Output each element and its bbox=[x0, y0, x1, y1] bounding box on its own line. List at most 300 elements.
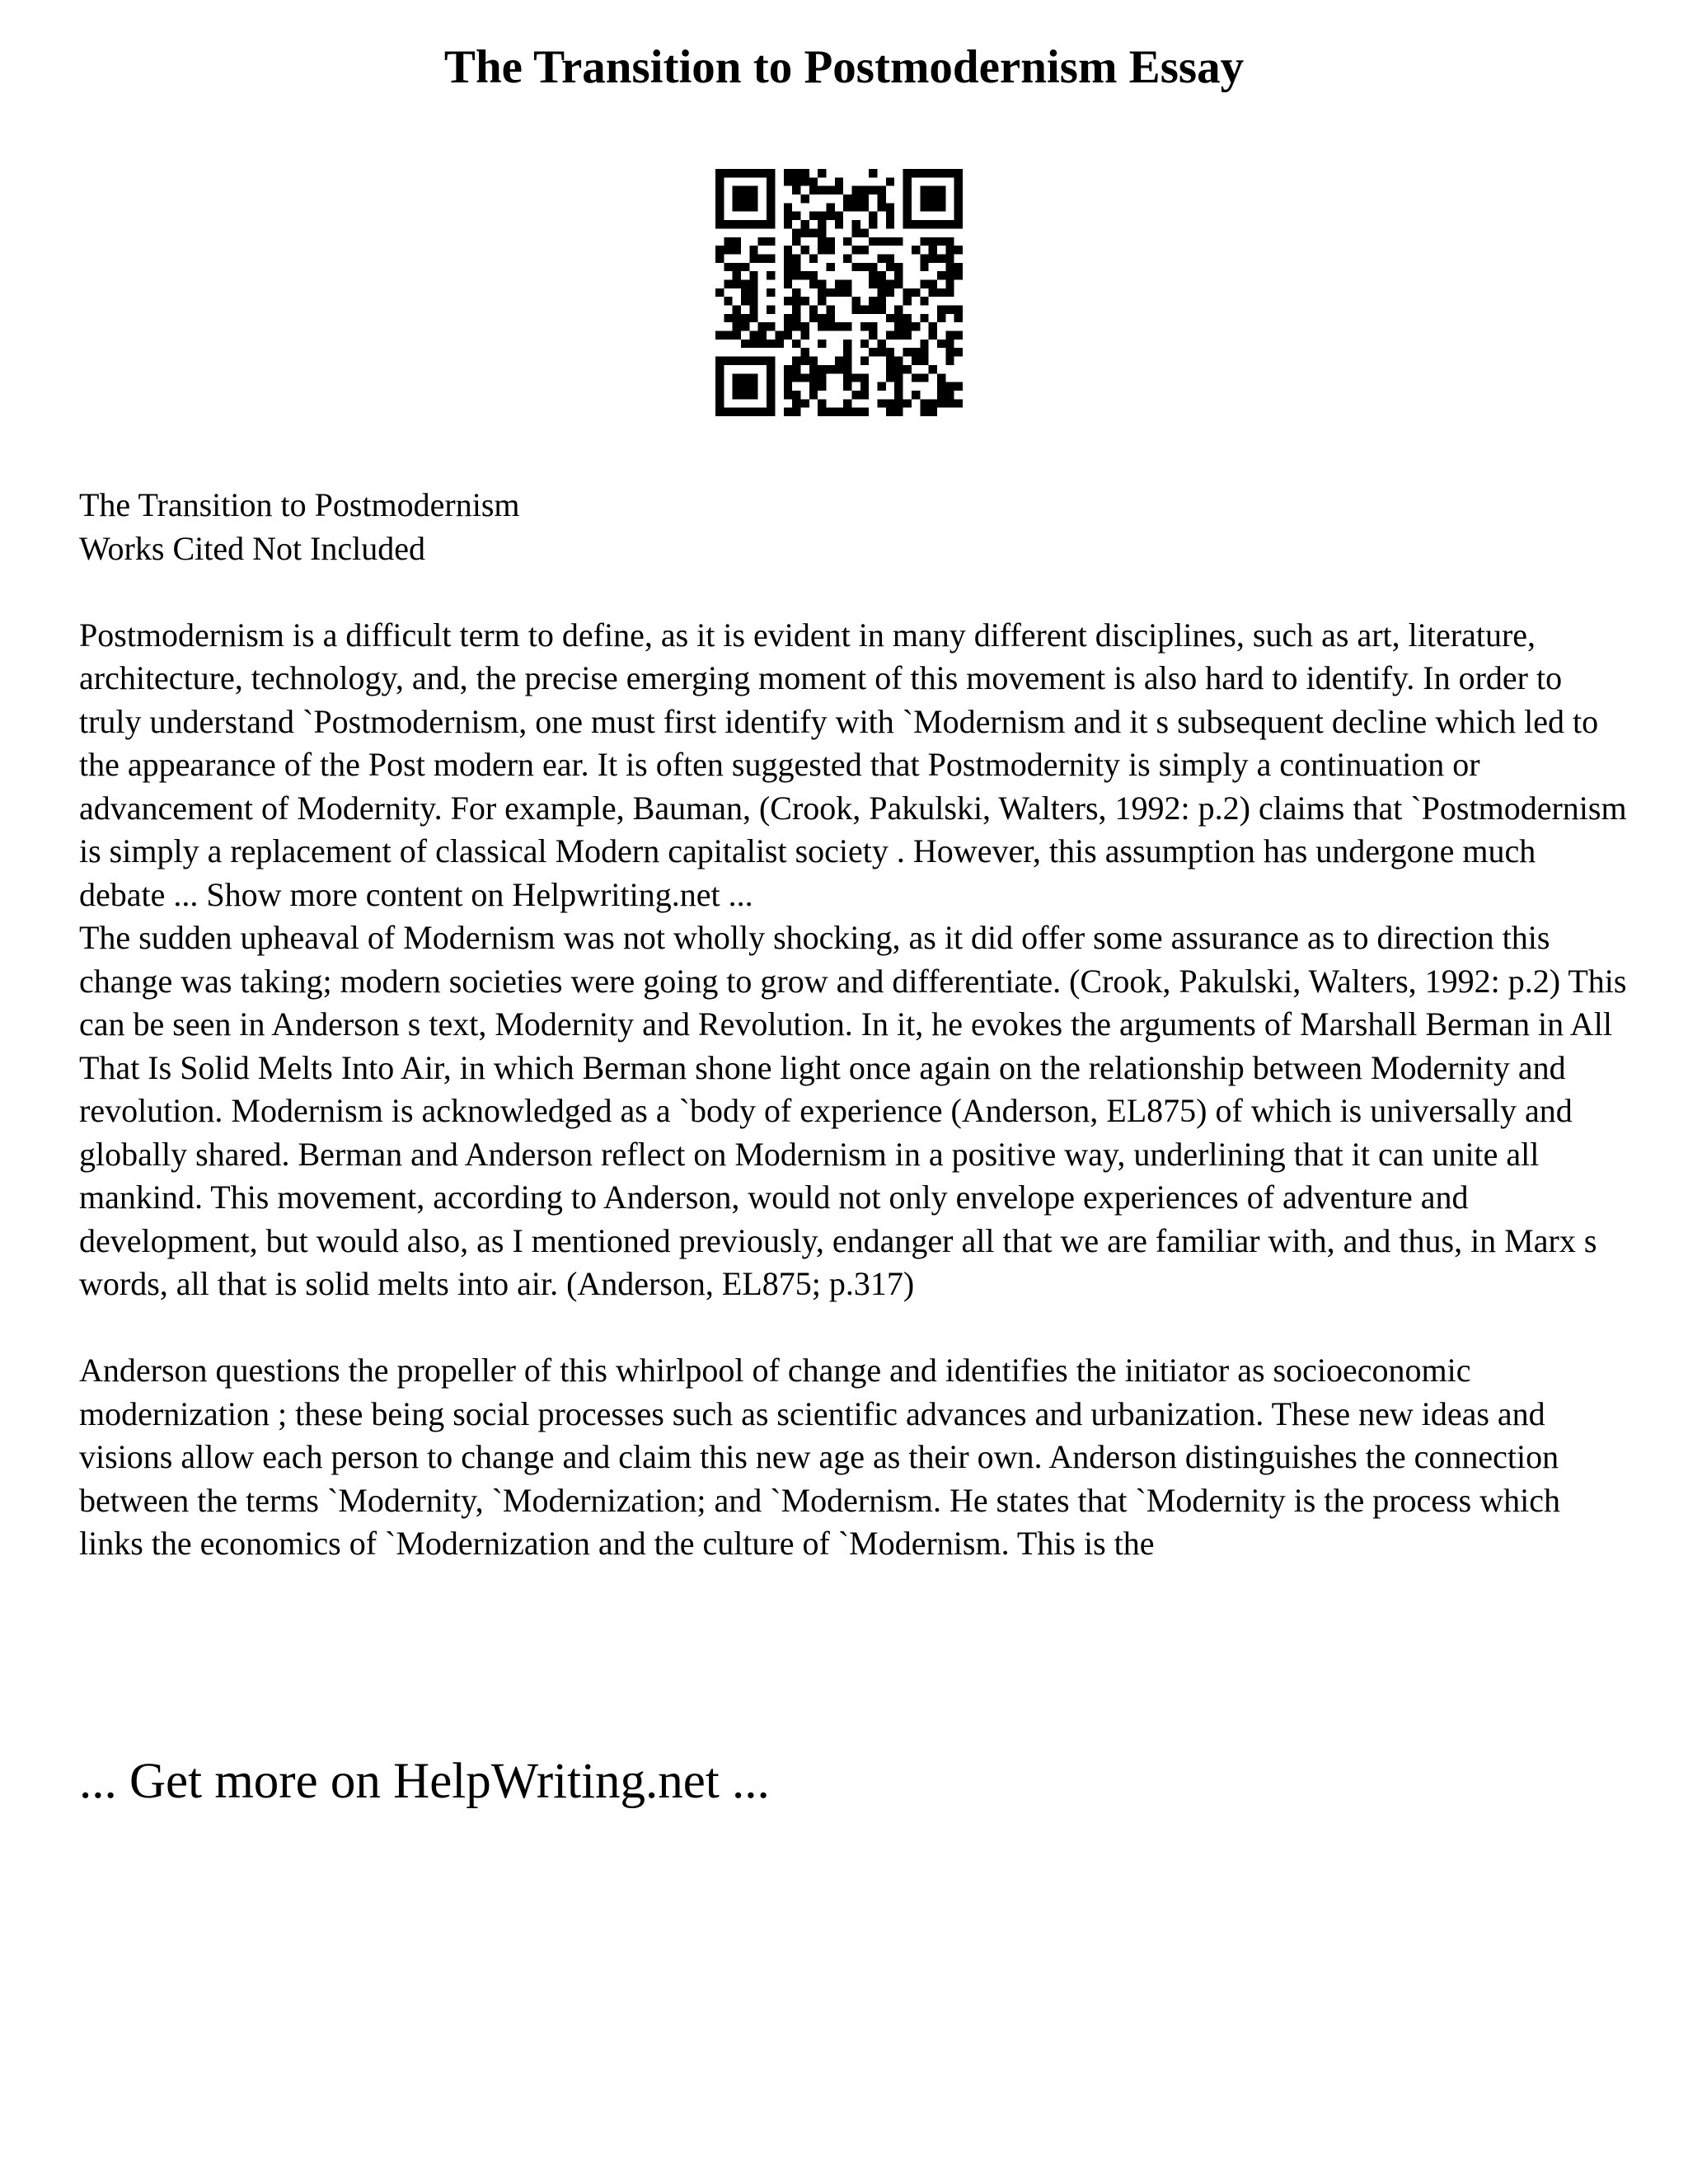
qr-module bbox=[784, 279, 792, 288]
qr-module bbox=[945, 279, 954, 288]
qr-module bbox=[852, 186, 860, 194]
qr-module bbox=[792, 228, 800, 237]
qr-module bbox=[835, 177, 843, 185]
document-title: The Transition to Postmodernism Essay bbox=[443, 41, 1245, 93]
qr-module bbox=[920, 237, 928, 246]
qr-module bbox=[767, 357, 775, 416]
subtitle-note-line: Works Cited Not Included bbox=[79, 529, 426, 567]
qr-module bbox=[929, 331, 937, 340]
qr-module bbox=[733, 322, 741, 330]
qr-module bbox=[826, 203, 834, 211]
qr-module bbox=[843, 373, 851, 382]
qr-module bbox=[758, 322, 767, 330]
qr-module bbox=[733, 331, 741, 340]
qr-module bbox=[937, 340, 945, 348]
qr-module bbox=[792, 340, 800, 348]
qr-module bbox=[852, 373, 860, 382]
qr-module bbox=[818, 340, 826, 348]
qr-module bbox=[886, 348, 894, 356]
qr-module bbox=[826, 237, 834, 246]
qr-module bbox=[860, 306, 869, 314]
get-more-link[interactable]: ... Get more on HelpWriting.net ... bbox=[79, 1754, 770, 1809]
qr-module bbox=[800, 322, 809, 330]
qr-module bbox=[920, 254, 928, 262]
spacer bbox=[79, 570, 1629, 614]
qr-module bbox=[912, 391, 920, 399]
qr-module bbox=[878, 237, 886, 246]
qr-module bbox=[784, 297, 792, 305]
qr-module bbox=[886, 212, 894, 220]
qr-module bbox=[809, 373, 818, 382]
qr-module bbox=[920, 348, 928, 356]
qr-module bbox=[818, 408, 826, 416]
qr-module bbox=[826, 288, 834, 297]
qr-module bbox=[715, 169, 775, 177]
paragraph-intro: Postmodernism is a difficult term to define, as it is evident in many different disciplines, such as art, literature, architecture, technology, and, the precise emerging moment of this movement is also hard to identify. In order to truly understand `Postmodernism, one must first identify with `Modernism and it s subsequent decline which led to the appearance of the Post modern ear. It is often suggested that Postmodernity is simply a continuation or advancement of Modernity. For example, Bauman, (Crook, Pakulski, Walters, 1992: p.2) claims that `Postmodernism is simply a replacement of classical Modern capitalist society . However, this assumption has undergone much debate ... Show more content on Helpwriting.net ... bbox=[79, 616, 1627, 913]
qr-module bbox=[767, 322, 775, 330]
qr-module bbox=[894, 373, 903, 382]
qr-module bbox=[920, 408, 928, 416]
qr-module bbox=[784, 365, 792, 373]
qr-module bbox=[920, 340, 928, 348]
qr-module bbox=[800, 246, 809, 254]
qr-module bbox=[818, 212, 826, 220]
qr-module bbox=[818, 314, 826, 322]
qr-module bbox=[878, 340, 886, 348]
qr-module bbox=[860, 203, 869, 211]
qr-module bbox=[886, 314, 894, 322]
qr-module bbox=[826, 365, 834, 373]
qr-module bbox=[784, 263, 792, 271]
qr-module bbox=[792, 322, 800, 330]
qr-module bbox=[945, 306, 954, 314]
qr-module bbox=[724, 237, 732, 246]
qr-module bbox=[792, 186, 800, 194]
qr-module bbox=[715, 357, 724, 416]
qr-module bbox=[826, 246, 834, 254]
qr-module bbox=[818, 237, 826, 246]
qr-module bbox=[929, 246, 937, 254]
qr-module bbox=[767, 340, 775, 348]
qr-module bbox=[912, 348, 920, 356]
qr-module bbox=[945, 237, 954, 246]
qr-module bbox=[869, 322, 877, 330]
qr-module bbox=[869, 263, 877, 271]
qr-module bbox=[945, 399, 954, 407]
qr-module bbox=[903, 348, 912, 356]
qr-module bbox=[724, 331, 732, 340]
qr-module bbox=[749, 246, 757, 254]
qr-module bbox=[715, 331, 724, 340]
qr-module bbox=[792, 177, 800, 185]
qr-module bbox=[792, 237, 800, 246]
qr-module bbox=[886, 203, 894, 211]
qr-module bbox=[784, 322, 792, 330]
qr-module bbox=[843, 357, 851, 365]
qr-module bbox=[843, 399, 851, 407]
qr-module bbox=[818, 169, 826, 177]
qr-module bbox=[741, 297, 749, 305]
qr-module bbox=[920, 314, 928, 322]
qr-module bbox=[894, 279, 903, 288]
qr-module bbox=[749, 254, 757, 262]
qr-module bbox=[878, 382, 886, 391]
qr-module bbox=[733, 271, 741, 279]
qr-module bbox=[912, 373, 920, 382]
qr-module bbox=[852, 246, 860, 254]
qr-module bbox=[852, 391, 860, 399]
qr-module bbox=[792, 288, 800, 297]
qr-module bbox=[800, 220, 809, 228]
qr-module bbox=[937, 399, 945, 407]
paragraph-modernism: The sudden upheaval of Modernism was not wholly shocking, as it did offer some assurance as to direction this change was taking; modern societies were going to grow and differentiate. (Crook, Pakulski, Walters, 1992: p.2) This can be seen in Anderson s text, Modernity and Revolution. In it, he evokes the arguments of Marshall Berman in All That Is Solid Melts Into Air, in which Berman shone light once again on the relationship between Modernity and revolution. Modernism is acknowledged as a `body of experience (Anderson, EL875) of which is universally and globally shared. Berman and Anderson reflect on Modernism in a positive way, underlining that it can unite all mankind. This movement, according to Anderson, would not only envelope experiences of adventure and development, but would also, as I mentioned previously, endanger all that we are familiar with, and thus, in Marx s words, all that is solid melts into air. (Anderson, EL875; p.317) bbox=[79, 919, 1627, 1302]
qr-module bbox=[860, 246, 869, 254]
qr-module bbox=[929, 365, 937, 373]
qr-module bbox=[937, 237, 945, 246]
qr-module bbox=[860, 373, 869, 382]
qr-module bbox=[894, 322, 903, 330]
qr-module bbox=[818, 246, 826, 254]
qr-module bbox=[903, 297, 912, 305]
paragraph-anderson: Anderson questions the propeller of this whirlpool of change and identifies the initiator as socioeconomic modernization ; these being social processes such as scientific advances and urbanization. These new ideas and visions allow each person to change and claim this new age as their own. Anderson distinguishes the connection between the terms `Modernity, `Modernization; and `Modernism. He states that `Modernity is the process which links the economics of `Modernization and the culture of `Modernism. This is the bbox=[79, 1352, 1560, 1562]
qr-module bbox=[835, 220, 843, 228]
qr-module bbox=[800, 169, 809, 177]
qr-module bbox=[852, 194, 860, 203]
qr-module bbox=[724, 297, 732, 305]
qr-module bbox=[809, 391, 818, 399]
qr-module bbox=[954, 169, 963, 228]
qr-module bbox=[843, 382, 851, 391]
qr-module bbox=[741, 322, 749, 330]
qr-module bbox=[954, 331, 963, 340]
qr-module bbox=[894, 357, 903, 365]
qr-module bbox=[878, 288, 886, 297]
qr-module bbox=[860, 391, 869, 399]
qr-module bbox=[894, 365, 903, 373]
qr-module bbox=[852, 297, 860, 305]
qr-module bbox=[792, 357, 800, 365]
qr-module bbox=[920, 263, 928, 271]
qr-module bbox=[835, 279, 843, 288]
qr-module bbox=[920, 357, 928, 365]
qr-module bbox=[886, 254, 894, 262]
qr-module bbox=[929, 237, 937, 246]
qr-module bbox=[818, 297, 826, 305]
qr-module bbox=[733, 279, 741, 288]
qr-module bbox=[775, 331, 783, 340]
qr-module bbox=[852, 228, 860, 237]
qr-module bbox=[894, 271, 903, 279]
qr-module bbox=[749, 279, 757, 288]
qr-module bbox=[767, 254, 775, 262]
qr-module bbox=[784, 391, 792, 399]
spacer bbox=[79, 1306, 1629, 1350]
qr-module bbox=[937, 306, 945, 314]
qr-module bbox=[945, 288, 954, 297]
qr-module bbox=[903, 169, 963, 177]
qr-module bbox=[733, 186, 758, 212]
qr-module bbox=[945, 340, 954, 348]
qr-module bbox=[749, 297, 757, 305]
qr-module bbox=[869, 306, 877, 314]
qr-module bbox=[835, 357, 843, 365]
qr-module bbox=[894, 331, 903, 340]
qr-module bbox=[767, 288, 775, 297]
qr-module bbox=[800, 228, 809, 237]
qr-module bbox=[878, 279, 886, 288]
qr-module bbox=[835, 408, 843, 416]
qr-module bbox=[954, 306, 963, 314]
qr-module bbox=[852, 220, 860, 228]
qr-module bbox=[733, 306, 741, 314]
qr-module bbox=[792, 365, 800, 373]
qr-module bbox=[835, 288, 843, 297]
qr-module bbox=[878, 348, 886, 356]
qr-module bbox=[894, 263, 903, 271]
qr-module bbox=[835, 365, 843, 373]
qr-module bbox=[784, 373, 792, 382]
qr-module bbox=[937, 271, 945, 279]
qr-module bbox=[860, 186, 869, 194]
qr-module bbox=[929, 279, 937, 288]
qr-module bbox=[792, 399, 800, 407]
qr-module bbox=[945, 254, 954, 262]
qr-module bbox=[954, 382, 963, 391]
qr-module bbox=[878, 194, 886, 203]
qr-module bbox=[886, 399, 894, 407]
qr-module bbox=[800, 399, 809, 407]
qr-module bbox=[784, 203, 792, 211]
qr-module bbox=[758, 331, 767, 340]
qr-module bbox=[945, 391, 954, 399]
qr-module bbox=[715, 288, 724, 297]
qr-module bbox=[758, 254, 767, 262]
qr-module bbox=[843, 365, 851, 373]
qr-module bbox=[903, 169, 912, 228]
qr-module bbox=[741, 314, 749, 322]
qr-code-icon bbox=[715, 169, 963, 416]
qr-module bbox=[860, 263, 869, 271]
qr-module bbox=[809, 271, 818, 279]
qr-module bbox=[715, 220, 775, 228]
qr-module bbox=[852, 306, 860, 314]
qr-module bbox=[869, 212, 877, 220]
qr-module bbox=[894, 314, 903, 322]
qr-module bbox=[809, 279, 818, 288]
qr-module bbox=[937, 314, 945, 322]
qr-module bbox=[715, 357, 775, 365]
qr-module bbox=[818, 399, 826, 407]
qr-module bbox=[826, 263, 834, 271]
qr-module bbox=[818, 186, 826, 194]
qr-module bbox=[800, 373, 809, 382]
qr-module bbox=[809, 365, 818, 373]
qr-module bbox=[792, 263, 800, 271]
qr-module bbox=[869, 271, 877, 279]
qr-module bbox=[869, 237, 877, 246]
qr-module bbox=[860, 228, 869, 237]
qr-module bbox=[920, 373, 928, 382]
qr-module bbox=[852, 203, 860, 211]
qr-module bbox=[912, 288, 920, 297]
qr-module bbox=[767, 271, 775, 279]
qr-module bbox=[784, 246, 792, 254]
qr-module bbox=[878, 399, 886, 407]
qr-module bbox=[784, 220, 792, 228]
qr-module bbox=[912, 322, 920, 330]
qr-module bbox=[860, 408, 869, 416]
qr-module bbox=[818, 228, 826, 237]
qr-module bbox=[826, 314, 834, 322]
qr-module bbox=[894, 408, 903, 416]
qr-module bbox=[869, 220, 877, 228]
qr-module bbox=[843, 340, 851, 348]
qr-module bbox=[954, 399, 963, 407]
qr-module bbox=[843, 288, 851, 297]
qr-module bbox=[869, 297, 877, 305]
qr-module bbox=[903, 399, 912, 407]
qr-module bbox=[843, 279, 851, 288]
qr-module bbox=[749, 271, 757, 279]
qr-module bbox=[741, 263, 749, 271]
qr-module bbox=[843, 254, 851, 262]
qr-module bbox=[860, 357, 869, 365]
qr-module bbox=[800, 194, 809, 203]
qr-module bbox=[792, 271, 800, 279]
qr-module bbox=[937, 382, 945, 391]
qr-module bbox=[843, 237, 851, 246]
qr-module bbox=[878, 306, 886, 314]
qr-module bbox=[800, 271, 809, 279]
qr-module bbox=[920, 186, 945, 212]
qr-module bbox=[749, 314, 757, 322]
qr-module bbox=[945, 348, 954, 356]
qr-module bbox=[715, 246, 724, 254]
qr-module bbox=[954, 246, 963, 254]
qr-module bbox=[818, 322, 826, 330]
qr-module bbox=[945, 263, 954, 271]
qr-module bbox=[878, 271, 886, 279]
qr-module bbox=[886, 288, 894, 297]
qr-module bbox=[741, 288, 749, 297]
qr-module bbox=[818, 382, 826, 391]
qr-module bbox=[826, 322, 834, 330]
qr-module bbox=[724, 263, 732, 271]
qr-module bbox=[826, 186, 834, 194]
qr-module bbox=[894, 382, 903, 391]
qr-module bbox=[903, 288, 912, 297]
qr-module bbox=[800, 177, 809, 185]
qr-module bbox=[749, 331, 757, 340]
qr-module bbox=[809, 382, 818, 391]
qr-module bbox=[929, 408, 937, 416]
qr-module bbox=[894, 399, 903, 407]
qr-module bbox=[809, 186, 818, 194]
qr-module bbox=[869, 348, 877, 356]
qr-module bbox=[860, 382, 869, 391]
qr-module bbox=[784, 212, 792, 220]
qr-module bbox=[886, 331, 894, 340]
qr-module bbox=[894, 391, 903, 399]
qr-module bbox=[869, 279, 877, 288]
qr-module bbox=[869, 186, 877, 194]
qr-module bbox=[945, 382, 954, 391]
qr-module bbox=[843, 322, 851, 330]
qr-module bbox=[886, 263, 894, 271]
qr-module bbox=[860, 322, 869, 330]
qr-module bbox=[758, 237, 767, 246]
qr-module bbox=[929, 399, 937, 407]
qr-module bbox=[800, 348, 809, 356]
qr-module bbox=[800, 297, 809, 305]
qr-module bbox=[886, 365, 894, 373]
qr-module bbox=[945, 246, 954, 254]
qr-module bbox=[903, 322, 912, 330]
qr-module bbox=[886, 177, 894, 185]
qr-module bbox=[945, 271, 954, 279]
qr-module bbox=[800, 357, 809, 365]
qr-module bbox=[775, 340, 783, 348]
qr-module bbox=[784, 382, 792, 391]
qr-module bbox=[903, 220, 963, 228]
qr-module bbox=[800, 331, 809, 340]
qr-module bbox=[869, 331, 877, 340]
qr-module bbox=[733, 314, 741, 322]
qr-module bbox=[843, 203, 851, 211]
qr-module bbox=[733, 237, 741, 246]
qr-module bbox=[715, 169, 724, 228]
qr-module bbox=[929, 254, 937, 262]
qr-code bbox=[715, 169, 963, 416]
qr-module bbox=[784, 314, 792, 322]
qr-module bbox=[852, 263, 860, 271]
qr-module bbox=[894, 306, 903, 314]
qr-module bbox=[945, 331, 954, 340]
qr-module bbox=[945, 357, 954, 365]
qr-module bbox=[809, 357, 818, 365]
qr-module bbox=[937, 391, 945, 399]
qr-module bbox=[741, 279, 749, 288]
qr-module bbox=[741, 340, 749, 348]
qr-module bbox=[767, 169, 775, 228]
qr-module bbox=[749, 340, 757, 348]
qr-module bbox=[835, 186, 843, 194]
qr-module bbox=[784, 254, 792, 262]
qr-module bbox=[767, 306, 775, 314]
qr-module bbox=[733, 263, 741, 271]
qr-module bbox=[809, 314, 818, 322]
qr-module bbox=[869, 169, 877, 177]
qr-module bbox=[733, 246, 741, 254]
qr-module bbox=[792, 408, 800, 416]
qr-module bbox=[818, 220, 826, 228]
qr-module bbox=[886, 357, 894, 365]
qr-module bbox=[929, 322, 937, 330]
qr-module bbox=[954, 348, 963, 356]
qr-module bbox=[886, 373, 894, 382]
qr-module bbox=[792, 391, 800, 399]
qr-module bbox=[843, 194, 851, 203]
qr-module bbox=[835, 322, 843, 330]
qr-module bbox=[818, 288, 826, 297]
qr-module bbox=[954, 271, 963, 279]
qr-module bbox=[878, 254, 886, 262]
qr-module bbox=[724, 279, 732, 288]
qr-module bbox=[784, 169, 792, 177]
qr-module bbox=[792, 373, 800, 382]
qr-module bbox=[937, 288, 945, 297]
qr-module bbox=[784, 177, 792, 185]
